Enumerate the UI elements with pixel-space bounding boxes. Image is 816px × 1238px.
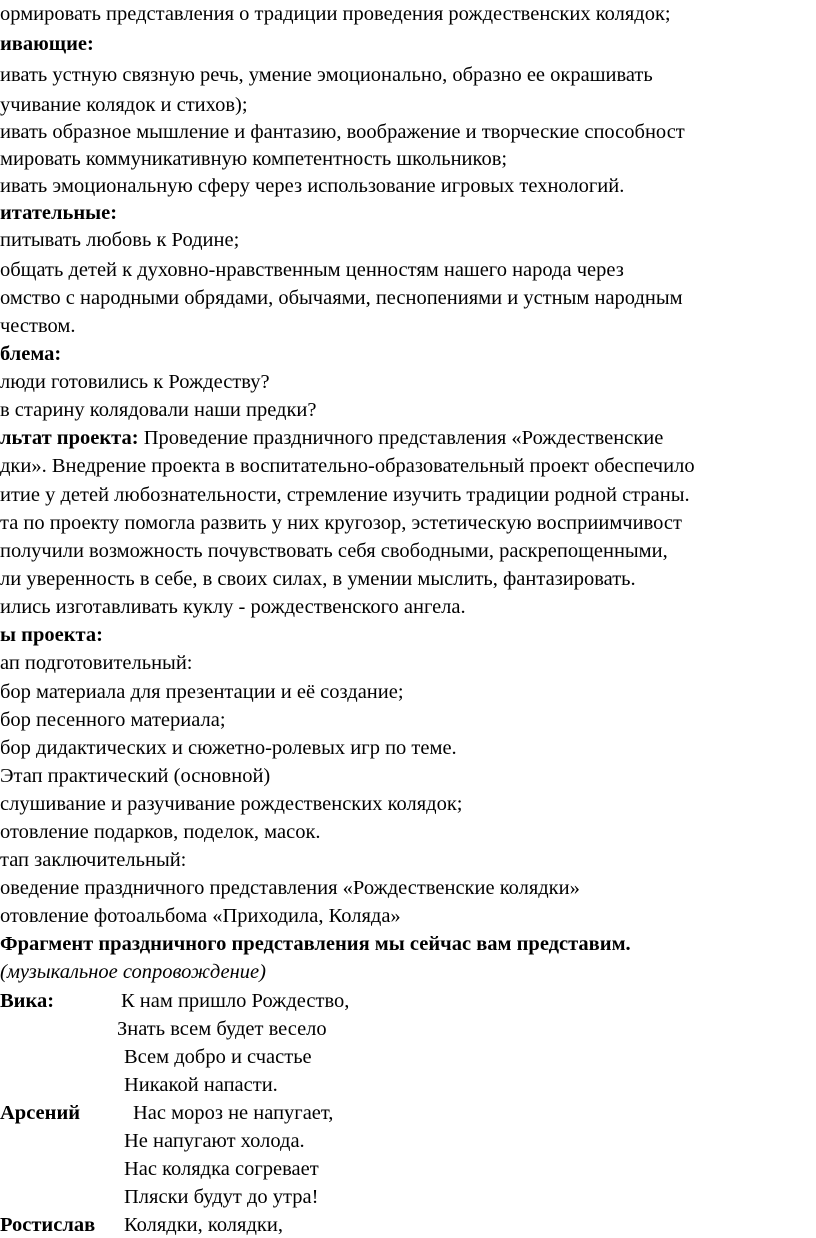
fragment-heading: Фрагмент праздничного представления мы сейчас вам представим.	[0, 933, 631, 955]
text-line: слушивание и разучивание рождественских колядок;	[0, 793, 463, 815]
text-line: отовление фотоальбома «Приходила, Коляда»	[0, 905, 401, 927]
text-line: бор дидактических и сюжетно-ролевых игр по теме.	[0, 737, 457, 759]
result-line	[0, 424, 663, 452]
verse-line: Нас колядка согревает	[124, 1158, 319, 1180]
text-line: учивание колядок и стихов);	[0, 94, 248, 116]
text-line: ивать образное мышление и фантазию, воображение и творческие способност	[0, 121, 685, 143]
speaker-name: Ростислав	[0, 1214, 96, 1236]
result-text: Проведение праздничного представления «Рождественские	[138, 427, 664, 449]
text-line: омство с народными обрядами, обычаями, песнопениями и устным народным	[0, 287, 683, 309]
verse-line: К нам пришло Рождество,	[121, 990, 350, 1012]
text-line: ап подготовительный:	[0, 652, 193, 674]
text-line: ормировать представления о традиции проведения рождественских колядок;	[0, 3, 671, 25]
text-line: та по проекту помогла развить у них кругозор, эстетическую восприимчивост	[0, 512, 682, 534]
section-heading-problem: блема:	[0, 343, 62, 365]
text-line: получили возможность почувствовать себя свободными, раскрепощенными,	[0, 540, 668, 562]
speaker-name: Арсений	[0, 1102, 81, 1124]
text-line: бор материала для презентации и её создание;	[0, 681, 404, 703]
text-line: дки». Внедрение проекта в воспитательно-образовательный проект обеспечило	[0, 455, 695, 477]
text-line: питывать любовь к Родине;	[0, 229, 240, 251]
section-heading-result: льтат проекта:	[0, 427, 139, 449]
text-line: люди готовились к Рождеству?	[0, 371, 270, 393]
text-line: отовление подарков, поделок, масок.	[0, 821, 321, 843]
verse-line: Колядки, колядки,	[124, 1214, 283, 1236]
text-line: ивать устную связную речь, умение эмоционально, образно ее окрашивать	[0, 64, 653, 86]
verse-line: Нас мороз не напугает,	[133, 1102, 334, 1124]
text-line: общать детей к духовно-нравственным ценностям нашего народа через	[0, 259, 624, 281]
text-line: чеством.	[0, 315, 76, 337]
text-line: тап заключительный:	[0, 849, 187, 871]
text-line: в старину колядовали наши предки?	[0, 399, 317, 421]
text-line: ивать эмоциональную сферу через использование игровых технологий.	[0, 175, 625, 197]
verse-line: Никакой напасти.	[124, 1074, 278, 1096]
section-heading-stages: ы проекта:	[0, 624, 103, 646]
text-line: ли уверенность в себе, в своих силах, в умении мыслить, фантазировать.	[0, 568, 636, 590]
section-heading-developing: ивающие:	[0, 33, 94, 55]
text-line: Этап практический (основной)	[0, 765, 271, 787]
verse-line: Пляски будут до утра!	[124, 1186, 319, 1208]
section-heading-educational: итательные:	[0, 202, 118, 224]
verse-line: Знать всем будет весело	[117, 1018, 327, 1040]
verse-line: Всем добро и счастье	[124, 1046, 312, 1068]
text-line: итие у детей любознательности, стремление изучить традиции родной страны.	[0, 484, 690, 506]
stage-direction: (музыкальное сопровождение)	[0, 961, 266, 983]
text-line: ились изготавливать куклу - рождественского ангела.	[0, 596, 466, 618]
text-line: оведение праздничного представления «Рождественские колядки»	[0, 877, 580, 899]
speaker-name: Вика:	[0, 990, 55, 1012]
text-line: бор песенного материала;	[0, 709, 226, 731]
verse-line: Не напугают холода.	[124, 1130, 305, 1152]
text-line: мировать коммуникативную компетентность школьников;	[0, 148, 508, 170]
